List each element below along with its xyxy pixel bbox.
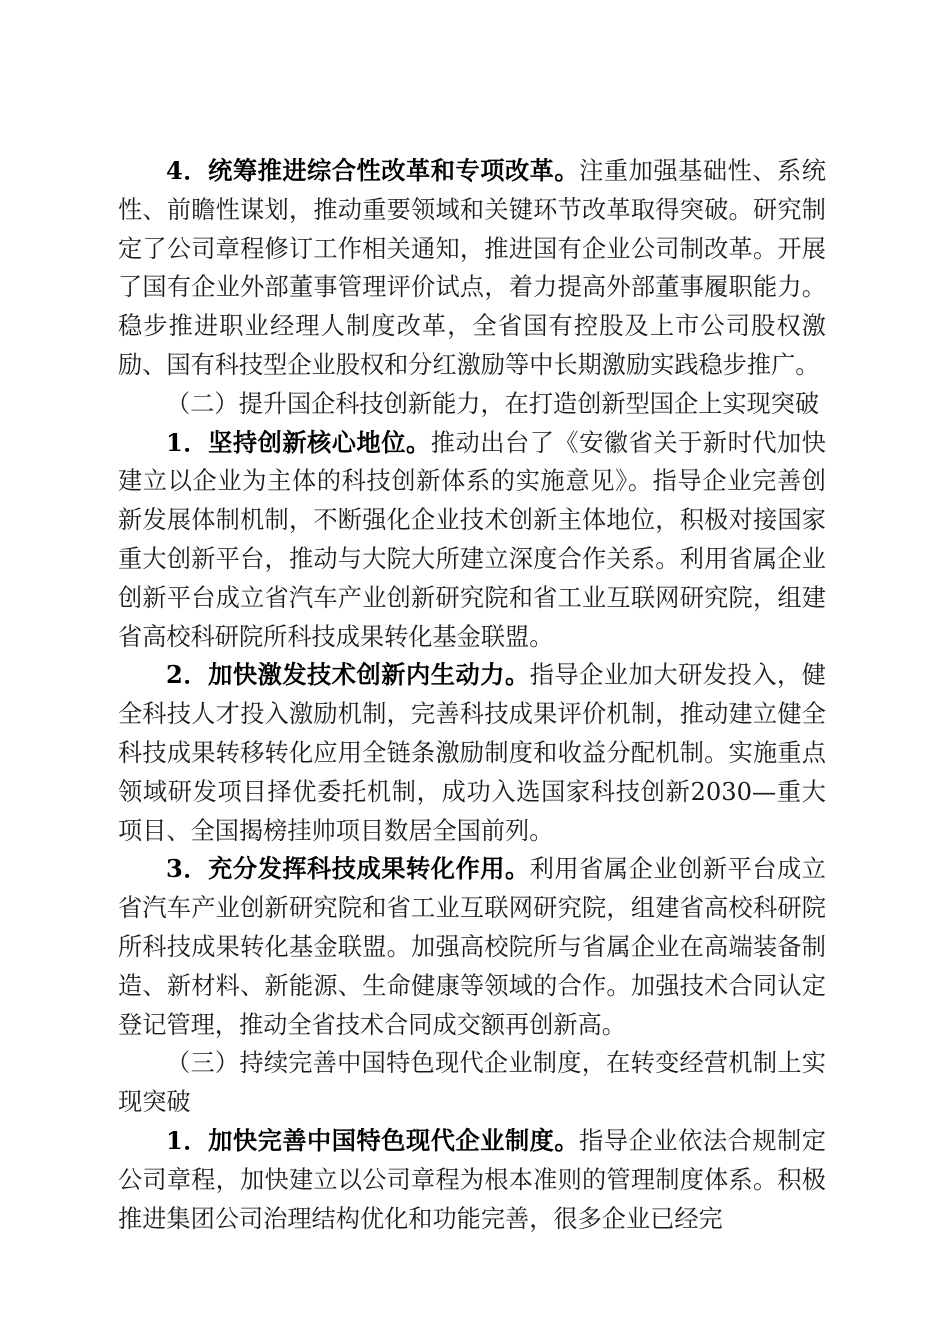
section-heading-text: （二）提升国企科技创新能力，在打造创新型国企上实现突破 [166,389,820,418]
paragraph-tech-transfer [118,850,826,1044]
paragraph-body: 注重加强基础性、系统性、前瞻性谋划，推动重要领域和关键环节改革取得突破。研究制定了公司章程修订工作相关通知，推进国有企业公司制改革。开展了国有企业外部董事管理评价试点，着力提高外部董事履职能力。稳步推进职业经理人制度改革，全省国有控股及上市公司股权激励、国有科技型企业股权和分红激励等中长期激励实践稳步推广。 [118,157,826,379]
paragraph-body: 指导企业加大研发投入，健全科技人才投入激励机制，完善科技成果评价机制，推动建立健全科技成果转移转化应用全链条激励制度和收益分配机制。实施重点领域研发项目择优委托机制，成功入选国家科技创新2030—重大项目、全国揭榜挂帅项目数居全国前列。 [118,661,826,845]
paragraph-innovation-core [118,424,826,657]
paragraph-innovation-motivation [118,656,826,850]
paragraph-comprehensive-reform [118,152,826,385]
paragraph-body: 指导企业依法合规制定公司章程，加快建立以公司章程为根本准则的管理制度体系。积极推进集团公司治理结构优化和功能完善，很多企业已经完 [118,1126,826,1233]
paragraph-body: 利用省属企业创新平台成立省汽车产业创新研究院和省工业互联网研究院，组建省高校科研院所科技成果转化基金联盟。加强高校院所与省属企业在高端装备制造、新材料、新能源、生命健康等领域的合作。加强技术合同认定登记管理，推动全省技术合同成交额再创新高。 [118,855,826,1039]
section-heading-text: （三）持续完善中国特色现代企业制度，在转变经营机制上实现突破 [118,1049,826,1117]
paragraph-lead: 4．统筹推进综合性改革和专项改革。 [166,156,580,185]
document-page [118,152,826,1238]
paragraph-lead: 3．充分发挥科技成果转化作用。 [166,854,530,884]
paragraph-lead: 2．加快激发技术创新内生动力。 [166,660,530,690]
section-heading-innovation [118,385,826,424]
paragraph-lead: 1．加快完善中国特色现代企业制度。 [166,1125,580,1155]
section-heading-enterprise-system [118,1044,826,1122]
paragraph-body: 推动出台了《安徽省关于新时代加快建立以企业为主体的科技创新体系的实施意见》。指导企业完善创新发展体制机制，不断强化企业技术创新主体地位，积极对接国家重大创新平台，推动与大院大所建立深度合作关系。利用省属企业创新平台成立省汽车产业创新研究院和省工业互联网研究院，组建省高校科研院所科技成果转化基金联盟。 [118,428,826,651]
paragraph-modern-enterprise [118,1122,826,1238]
paragraph-lead: 1．坚持创新核心地位。 [166,427,431,457]
